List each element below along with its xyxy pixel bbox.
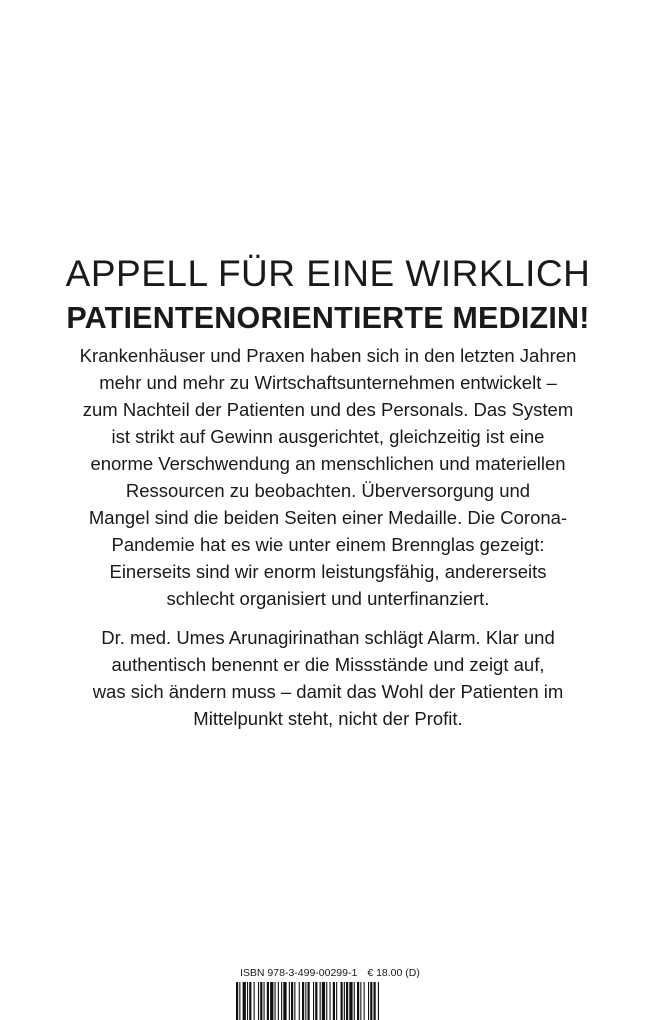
barcode-bar (326, 982, 327, 1020)
barcode-bar (308, 982, 310, 1020)
barcode-bar (247, 982, 248, 1020)
headline-line-2: PATIENTENORIENTIERTE MEDIZIN! (66, 301, 590, 335)
barcode-bar (258, 982, 259, 1020)
barcode-icon (236, 982, 418, 1020)
barcode-bar (291, 982, 293, 1020)
blurb-line: Einerseits sind wir enorm leistungsfähig, andererseits (109, 561, 547, 582)
blurb-line: Mittelpunkt steht, nicht der Profit. (193, 708, 463, 729)
blurb-line: enorme Verschwendung an menschlichen und materiellen (90, 453, 566, 474)
barcode-bar (283, 982, 286, 1020)
barcode-bar (236, 982, 238, 1020)
blurb-line: zum Nachteil der Patienten und des Personals. Das System (82, 399, 574, 420)
blurb-line: mehr und mehr zu Wirtschaftsunternehmen entwickelt – (99, 372, 557, 393)
barcode-bar (330, 982, 331, 1020)
blurb-paragraph-1 (40, 342, 616, 612)
barcode-bar (349, 982, 352, 1020)
barcode-bar (264, 982, 265, 1020)
blurb-line: was sich ändern muss – damit das Wohl der Patienten im (92, 681, 564, 702)
blurb-line: schlecht organisiert und unterfinanziert. (166, 588, 490, 609)
blurb-line: ist strikt auf Gewinn ausgerichtet, gleichzeitig ist eine (111, 426, 545, 447)
blurb-paragraph-2 (40, 624, 616, 732)
barcode-bar (315, 982, 317, 1020)
barcode-bar (357, 982, 359, 1020)
barcode-bar (243, 982, 246, 1020)
barcode-bar (368, 982, 369, 1020)
barcode-bar (322, 982, 325, 1020)
barcode-bar (270, 982, 273, 1020)
blurb-line: Dr. med. Umes Arunagirinathan schlägt Alarm. Klar und (101, 627, 555, 648)
barcode-bar (374, 982, 376, 1020)
barcode-bar (239, 982, 240, 1020)
barcode-bar (278, 982, 279, 1020)
headline-line-1: APPELL FÜR EINE WIRKLICH (65, 253, 591, 294)
barcode-bar (294, 982, 295, 1020)
barcode-bar (378, 982, 379, 1020)
barcode-bar (299, 982, 300, 1020)
barcode-bar (333, 982, 335, 1020)
barcode-bar (336, 982, 337, 1020)
isbn-number: ISBN 978-3-499-00299-1 (240, 967, 358, 979)
isbn-price-line (240, 967, 480, 979)
barcode-bar (275, 982, 276, 1020)
blurb-line: authentisch benennt er die Missstände und zeigt auf, (111, 654, 545, 675)
price-label: € 18.00 (D) (367, 967, 420, 979)
barcode-bar (260, 982, 262, 1020)
barcode-bar (249, 982, 251, 1020)
barcode-bar (254, 982, 255, 1020)
barcode-bar (313, 982, 314, 1020)
barcode-bar (305, 982, 306, 1020)
barcode-bar (344, 982, 345, 1020)
barcode-bar (302, 982, 304, 1020)
barcode-bar (267, 982, 269, 1020)
barcode-bar (320, 982, 321, 1020)
blurb-line: Ressourcen zu beobachten. Überversorgung und (125, 480, 531, 501)
barcode-bar (364, 982, 365, 1020)
headline (0, 252, 656, 340)
barcode-bar (346, 982, 348, 1020)
barcode-bar (360, 982, 361, 1020)
barcode-bar (370, 982, 372, 1020)
blurb-line: Mangel sind die beiden Seiten einer Medaille. Die Corona- (88, 507, 568, 528)
blurb-line: Krankenhäuser und Praxen haben sich in den letzten Jahren (79, 345, 577, 366)
barcode-bar (354, 982, 355, 1020)
barcode-bar (281, 982, 282, 1020)
barcode-bar (341, 982, 343, 1020)
barcode-bar (289, 982, 290, 1020)
blurb-line: Pandemie hat es wie unter einem Brennglas gezeigt: (111, 534, 545, 555)
